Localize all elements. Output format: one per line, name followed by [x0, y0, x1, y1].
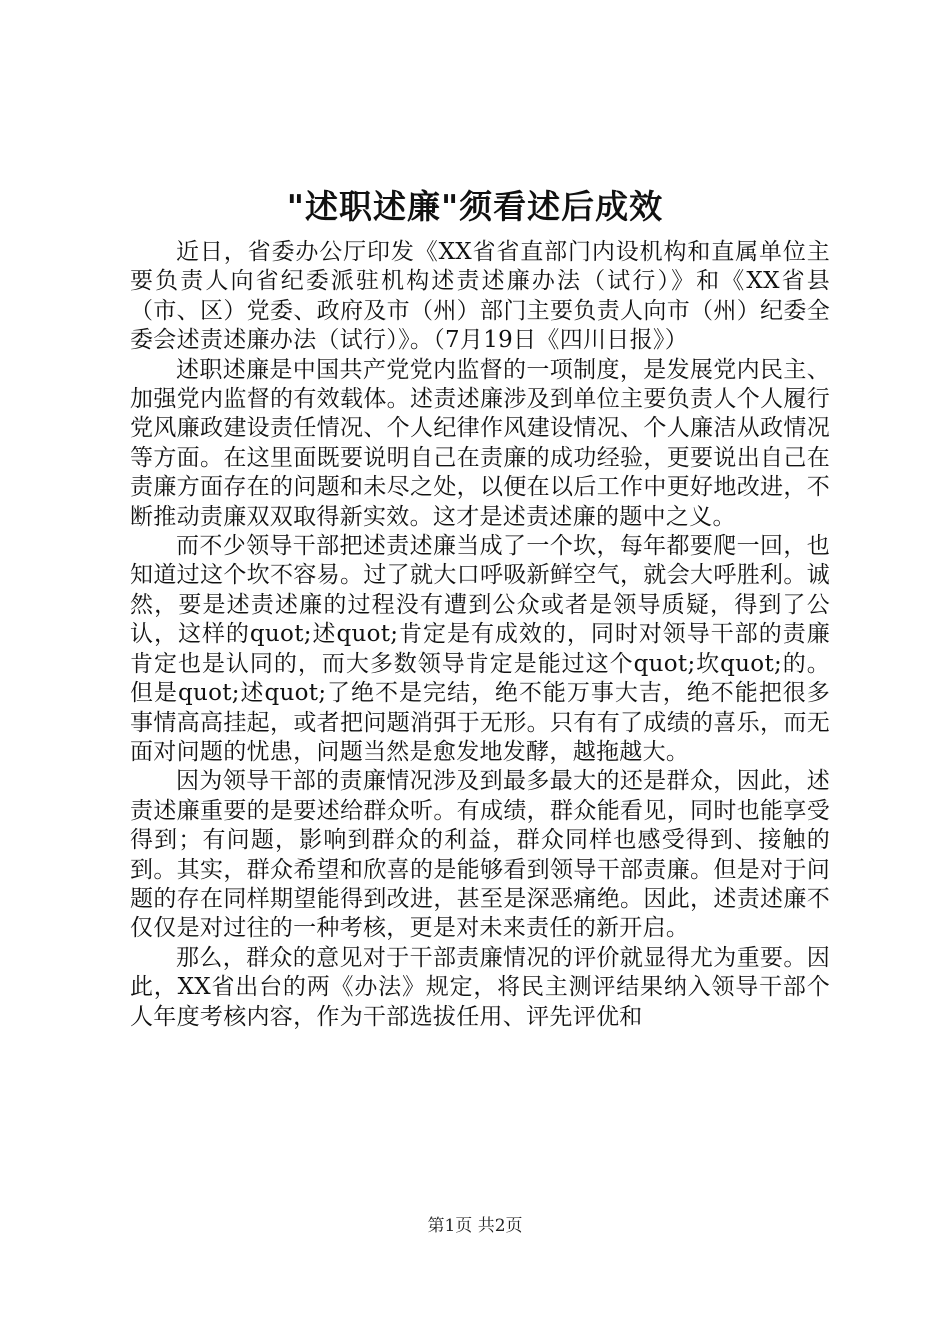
paragraph-definition: 述职述廉是中国共产党党内监督的一项制度，是发展党内民主、加强党内监督的有效载体。述责述廉涉及到单位主要负责人个人履行党风廉政建设责任情况、个人纪律作风建设情况、个人廉洁从政情况等方面。在这里面既要说明自己在责廉的成功经验，更要说出自己在责廉方面存在的问题和未尽之处，以便在以后工作中更好地改进，不断推动责廉双双取得新实效。这才是述责述廉的题中之义。 — [130, 356, 830, 530]
paragraph-intro: 近日，省委办公厅印发《XX省省直部门内设机构和直属单位主要负责人向省纪委派驻机构述责述廉办法（试行）》和《XX省县（市、区）党委、政府及市（州）部门主要负责人向市（州）纪委全委会述责述廉办法（试行）》。（7月19日《四川日报》） — [130, 239, 830, 354]
document-body — [130, 238, 830, 1032]
paragraph-masses: 因为领导干部的责廉情况涉及到最多最大的还是群众，因此，述责述廉重要的是要述给群众听。有成绩，群众能看见，同时也能享受得到；有问题，影响到群众的利益，群众同样也感受得到、接触的到。其实，群众希望和欣喜的是能够看到领导干部责廉。但是对于问题的存在同样期望能得到改进，甚至是深恶痛绝。因此，述责述廉不仅仅是对过往的一种考核，更是对未来责任的新开启。 — [130, 768, 830, 942]
page-footer: 第1页 共2页 — [427, 1216, 523, 1236]
paragraph-evaluation: 那么，群众的意见对于干部责廉情况的评价就显得尤为重要。因此，XX省出台的两《办法》规定，将民主测评结果纳入领导干部个人年度考核内容，作为干部选拔任用、评先评优和 — [130, 944, 830, 1030]
paragraph-obstacle: 而不少领导干部把述责述廉当成了一个坎，每年都要爬一回，也知道过这个坎不容易。过了就大口呼吸新鲜空气，就会大呼胜利。诚然，要是述责述廉的过程没有遭到公众或者是领导质疑，得到了公认，这样的quot;述quot;肯定是有成效的，同时对领导干部的责廉肯定也是认同的，而大多数领导肯定是能过这个quot;坎quot;的。但是quot;述quot;了绝不是完结，绝不能万事大吉，绝不能把很多事情高高挂起，或者把问题消弭于无形。只有有了成绩的喜乐，而无面对问题的忧患，问题当然是愈发地发酵，越拖越大。 — [130, 533, 830, 765]
page-title: "述职述廉"须看述后成效 — [286, 187, 664, 226]
